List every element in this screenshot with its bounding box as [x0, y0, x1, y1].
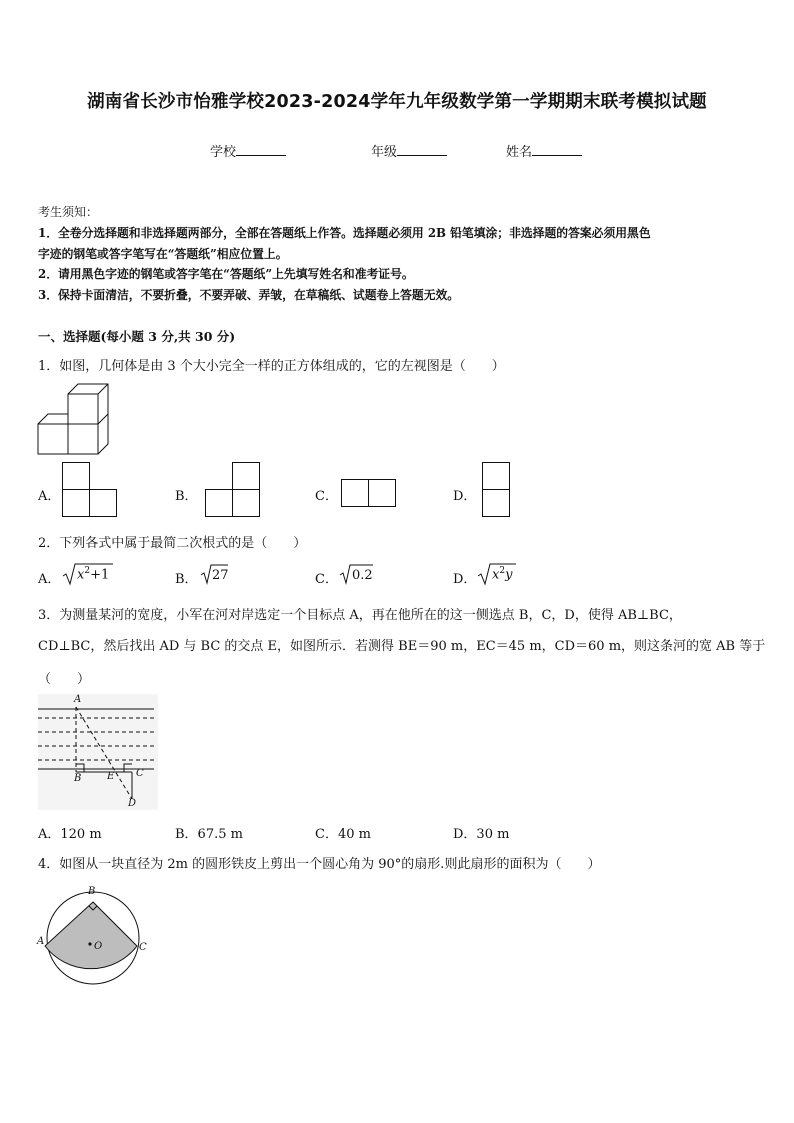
q2-option-d-label: D． — [453, 572, 477, 587]
q2-a-tail: +1 — [90, 567, 110, 583]
q1-option-a-figure — [62, 462, 118, 517]
grade-field — [371, 141, 447, 160]
q3-label-c: C — [136, 768, 144, 779]
notice-line1b: 字迹的钢笔或答字笔写在“答题纸”相应位置上。 — [38, 247, 288, 261]
q3-river-figure — [38, 694, 158, 810]
q3-label-e: E — [107, 771, 115, 782]
q1-stem: 1．如图，几何体是由 3 个大小完全一样的正方体组成的，它的左视图是（ ） — [38, 359, 505, 374]
q4-stem: 4．如图从一块直径为 2m 的圆形铁皮上剪出一个圆心角为 90°的扇形.则此扇形的面积为（ ） — [38, 857, 601, 872]
q3-label-a: A — [74, 694, 82, 705]
q2-option-b-expr: 27 — [212, 568, 229, 583]
q4-label-c: C — [139, 942, 147, 953]
notice-heading: 考生须知： — [38, 205, 99, 219]
q2-option-a-label: A． — [38, 572, 61, 587]
page-title: 湖南省长沙市怡雅学校2023-2024学年九年级数学第一学期期末联考模拟试题 — [87, 92, 707, 112]
q2-option-c-expr: 0.2 — [352, 568, 373, 583]
q2-a-base: x — [77, 567, 85, 583]
q1-option-b-label: B． — [175, 489, 198, 504]
q1-solid-figure — [38, 384, 110, 454]
q3-line2: CD⊥BC，然后找出 AD 与 BC 的交点 E，如图所示．若测得 BE＝90 m，EC＝45 m，CD＝60 m，则这条河的宽 AB 等于 — [38, 639, 766, 654]
q3-option-d: D．30 m — [453, 827, 510, 842]
q3-line1: 3．为测量某河的宽度，小军在河对岸选定一个目标点 A，再在他所在的这一侧选点 B，C，D，使得 AB⊥BC， — [38, 608, 682, 623]
q1-option-d-figure — [482, 462, 511, 517]
q3-label-b: B — [74, 773, 82, 784]
school-label: 学校 — [210, 145, 237, 160]
q3-option-a: A．120 m — [38, 827, 102, 842]
notice-line1a: 1．全卷分选择题和非选择题两部分，全部在答题纸上作答。选择题必须用 2B 铅笔填涂；非选择题的答案必须用黑色 — [38, 226, 651, 240]
q3-line3: （ ） — [38, 672, 91, 687]
q2-option-c-label: C． — [315, 572, 338, 587]
q2-d-exp: 2 — [499, 566, 506, 576]
q2-option-a-expr — [77, 566, 109, 582]
notice-line2: 2．请用黑色字迹的钢笔或答字笔在“答题纸”上先填写姓名和准考证号。 — [38, 267, 414, 281]
q1-option-d-label: D． — [453, 489, 477, 504]
grade-label: 年级 — [371, 145, 398, 160]
q2-option-d-expr — [492, 566, 512, 582]
q2-d-tail: y — [505, 567, 513, 583]
q3-option-c: C．40 m — [315, 827, 371, 842]
q2-stem: 2．下列各式中属于最简二次根式的是（ ） — [38, 536, 307, 551]
q4-label-b: B — [88, 886, 96, 897]
name-field — [506, 141, 582, 160]
q1-option-a-label: A． — [38, 489, 61, 504]
q4-circle-sector-figure — [38, 888, 148, 988]
q1-option-c-figure — [341, 479, 397, 507]
notice-line3: 3．保持卡面清洁，不要折叠，不要弄破、弄皱，在草稿纸、试题卷上答题无效。 — [38, 288, 460, 302]
grade-blank — [397, 144, 447, 156]
q2-a-exp: 2 — [84, 566, 91, 576]
q1-option-b-figure — [205, 462, 261, 517]
name-blank — [532, 144, 582, 156]
name-label: 姓名 — [506, 145, 533, 160]
q2-option-b-label: B． — [175, 572, 198, 587]
school-blank — [236, 144, 286, 156]
q3-option-b: B．67.5 m — [175, 827, 243, 842]
q2-d-base: x — [492, 567, 500, 583]
q3-label-d: D — [128, 798, 137, 809]
q1-option-c-label: C． — [315, 489, 338, 504]
q4-label-a: A — [37, 936, 45, 947]
school-field — [210, 141, 286, 160]
q4-label-o: O — [94, 941, 103, 952]
section-heading: 一、选择题(每小题 3 分,共 30 分) — [38, 329, 236, 344]
